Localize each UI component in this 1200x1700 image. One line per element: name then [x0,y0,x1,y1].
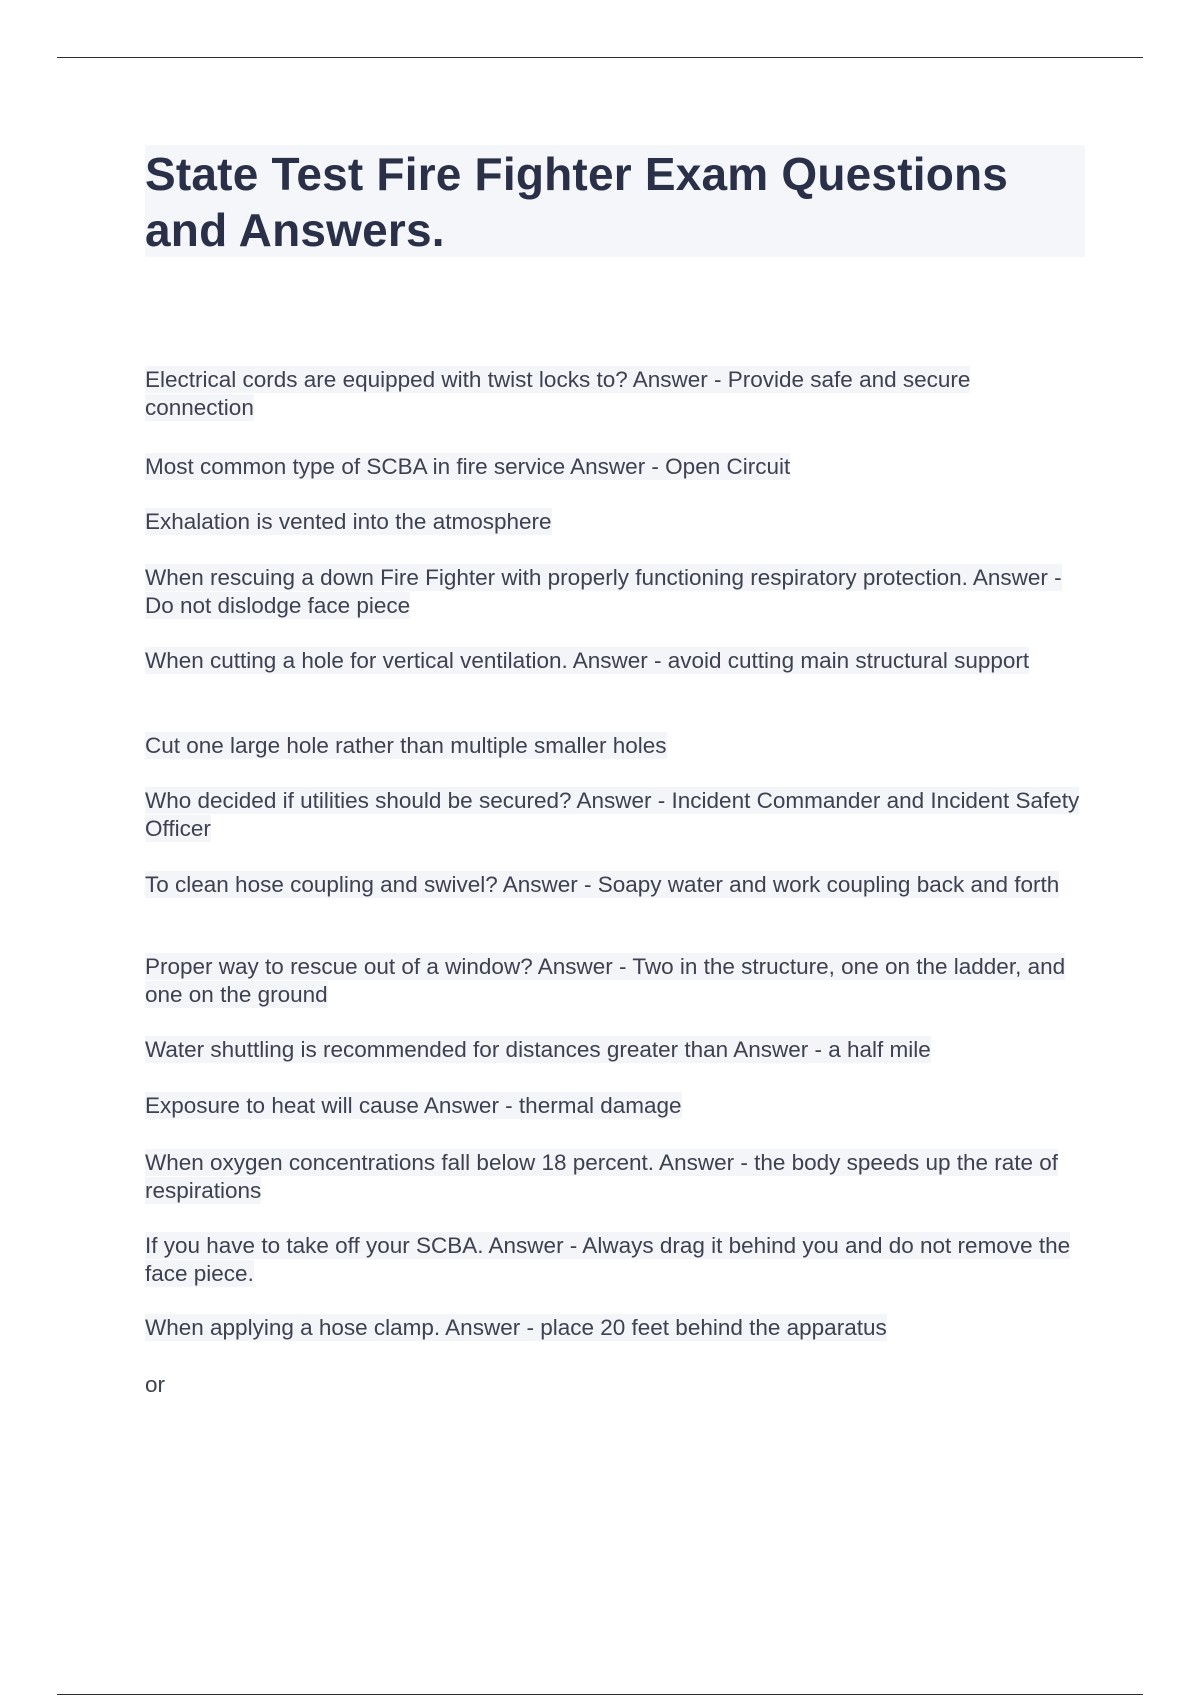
qa-item-text: Most common type of SCBA in fire service Answer - Open Circuit [145,454,791,479]
qa-item-text: Who decided if utilities should be secured? Answer - Incident Commander and Incident Safety Officer [145,788,1080,841]
qa-item-text: Exposure to heat will cause Answer - thermal damage [145,1093,682,1118]
qa-item [145,1371,1085,1399]
qa-item [145,1232,1085,1288]
qa-item-text: To clean hose coupling and swivel? Answer - Soapy water and work coupling back and forth [145,872,1060,897]
qa-item [145,787,1085,843]
qa-item-text: When applying a hose clamp. Answer - place 20 feet behind the apparatus [145,1315,887,1340]
qa-item-text: When cutting a hole for vertical ventilation. Answer - avoid cutting main structural support [145,648,1030,673]
qa-item [145,647,1085,675]
qa-item-text: Water shuttling is recommended for distances greater than Answer - a half mile [145,1037,931,1062]
qa-item [145,564,1085,620]
page-title: State Test Fire Fighter Exam Questions and Answers. [145,148,1009,256]
bottom-rule [57,1694,1143,1695]
qa-item [145,508,1085,536]
qa-item [145,953,1085,1009]
qa-item [145,732,1085,760]
qa-item-text: When oxygen concentrations fall below 18 percent. Answer - the body speeds up the rate of respirations [145,1150,1059,1203]
qa-item [145,453,1085,481]
qa-item-text: If you have to take off your SCBA. Answer - Always drag it behind you and do not remove the face piece. [145,1233,1071,1286]
qa-item [145,366,1085,422]
qa-item-text: Proper way to rescue out of a window? Answer - Two in the structure, one on the ladder, and one on the ground [145,954,1066,1007]
qa-item [145,1036,1085,1064]
qa-item-text: Cut one large hole rather than multiple smaller holes [145,733,667,758]
qa-item [145,1092,1085,1120]
qa-item-text: or [145,1372,166,1397]
qa-item [145,1314,1085,1342]
top-rule [57,57,1143,58]
qa-item-text: Exhalation is vented into the atmosphere [145,509,552,534]
qa-item-text: When rescuing a down Fire Fighter with properly functioning respiratory protection. Answer - Do not dislodge face piece [145,565,1062,618]
qa-item [145,871,1085,899]
qa-item [145,1149,1085,1205]
qa-item-text: Electrical cords are equipped with twist locks to? Answer - Provide safe and secure connection [145,367,971,420]
